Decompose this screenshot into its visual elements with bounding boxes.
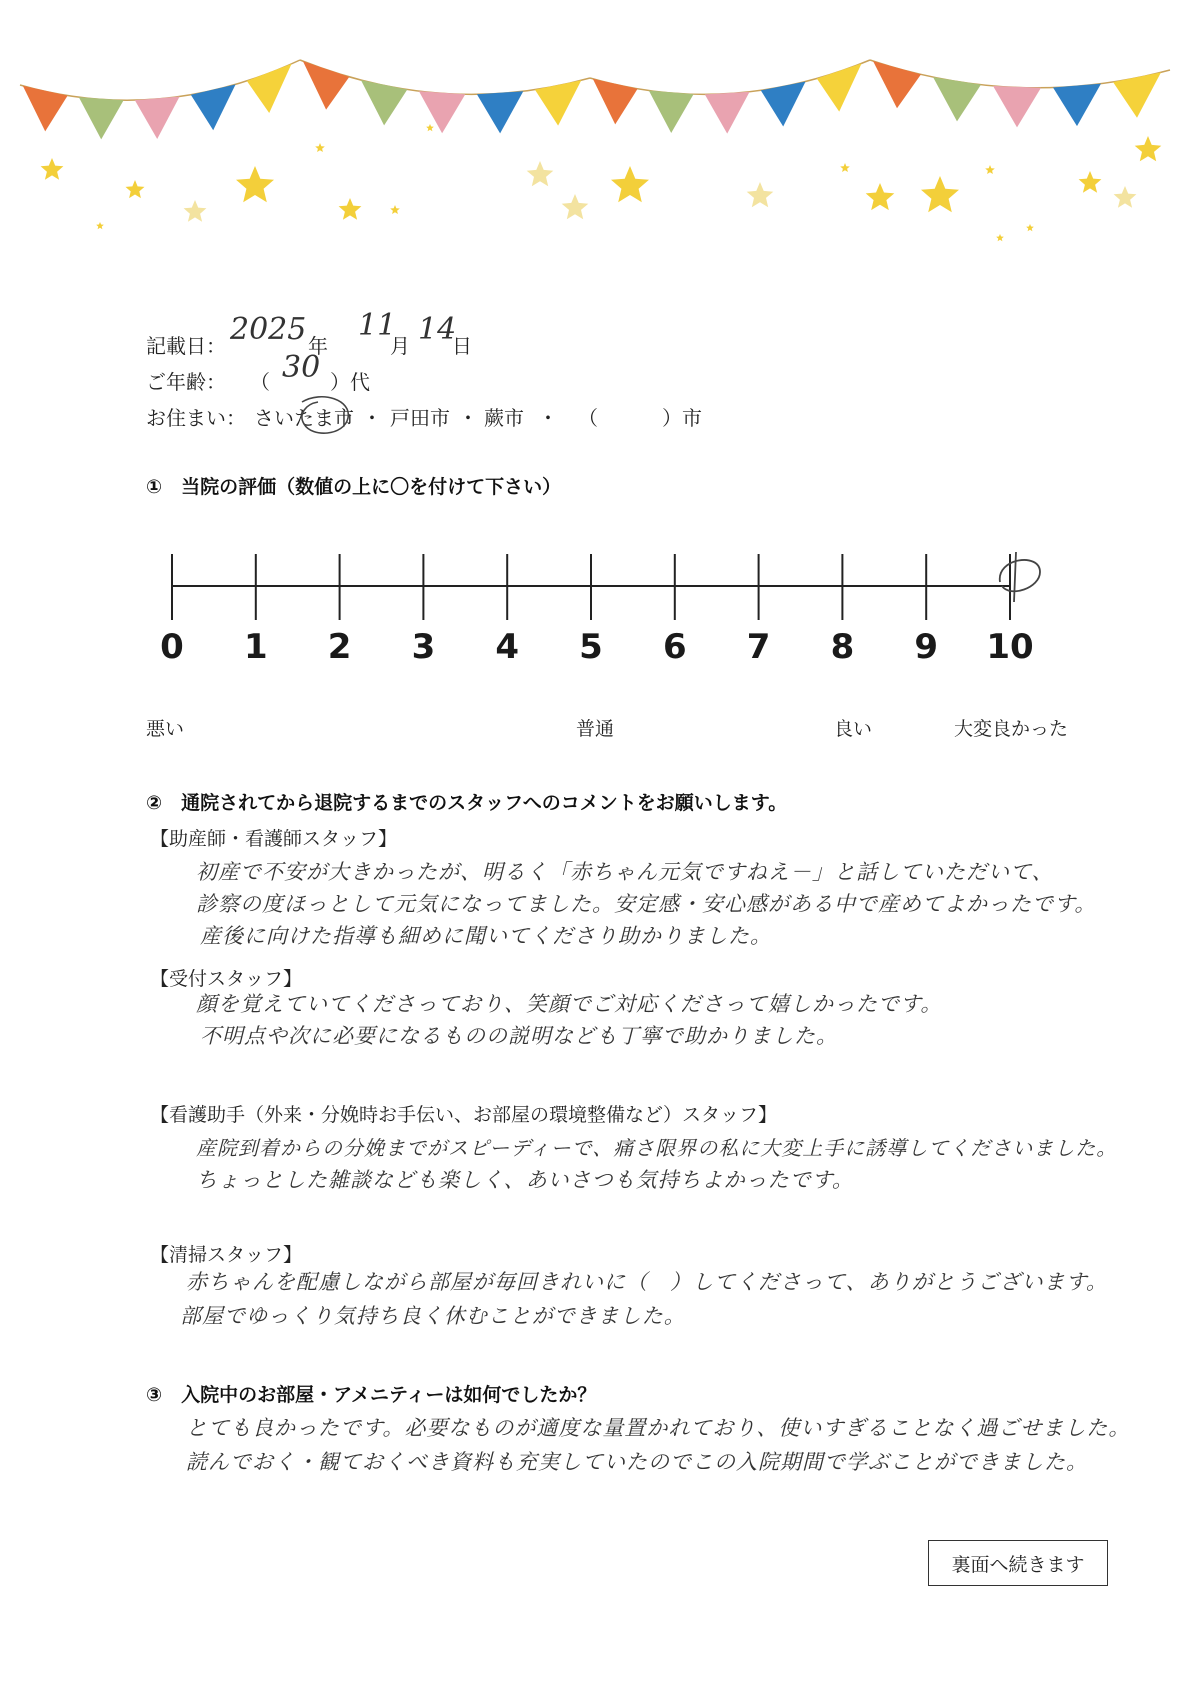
star-icon xyxy=(1135,136,1162,161)
bunting-flag xyxy=(303,61,349,109)
star-icon xyxy=(996,234,1004,241)
star-icon xyxy=(921,176,959,212)
scale-tick-label: 8 xyxy=(830,627,855,667)
bunting-flag xyxy=(873,61,921,108)
scale-tick-label: 0 xyxy=(160,627,184,667)
star-icon xyxy=(866,183,895,210)
age-open-paren: （ xyxy=(250,370,270,394)
continue-on-back-box xyxy=(928,1540,1108,1586)
amenities-comment-line: とても良かったです。必要なものが適度な量置かれており、使いすぎることなく過ごせました。 xyxy=(186,1416,1131,1440)
midwife-comment-line: 診察の度ほっとして元気になってました。安定感・安心感がある中で産めてよかったです。 xyxy=(196,892,1097,916)
star-icon xyxy=(426,124,434,131)
star-icon xyxy=(1079,171,1102,193)
star-icon xyxy=(315,143,325,152)
bunting-flags xyxy=(20,60,1170,139)
bunting-flag xyxy=(761,81,806,126)
continue-on-back-label: 裏面へ続きます xyxy=(951,1553,1085,1576)
star-icon xyxy=(96,222,104,229)
staff-comments-title: ② 通院されてから退院するまでのスタッフへのコメントをお願いします。 xyxy=(146,792,788,814)
day-unit: 日 xyxy=(452,334,472,358)
star-icon xyxy=(611,166,649,202)
rating-section-title: ① 当院の評価（数値の上に〇を付けて下さい） xyxy=(146,476,562,498)
amenities-title: ③ 入院中のお部屋・アメニティーは如何でしたか？ xyxy=(146,1384,597,1406)
scale-label-very-good: 大変良かった xyxy=(954,718,1069,740)
residence-selected-circle xyxy=(292,392,356,442)
residence-other-close: ）市 xyxy=(662,406,702,430)
star-icon xyxy=(840,163,850,172)
residence-sep-2: ・ xyxy=(458,406,478,430)
bunting-flag xyxy=(79,97,124,139)
reception-comment-line: 不明点や次に必要になるものの説明なども丁寧で助かりました。 xyxy=(200,1024,838,1048)
residence-label: お住まい： xyxy=(146,406,246,430)
scale-tick-label: 4 xyxy=(495,627,520,667)
star-icon xyxy=(747,182,774,207)
star-icon xyxy=(236,166,274,202)
midwife-comment-line: 産後に向けた指導も細めに聞いてくださり助かりました。 xyxy=(200,924,772,948)
age-value: 30 xyxy=(282,350,321,385)
residence-option-toda: 戸田市 xyxy=(390,406,450,430)
bunting-flag xyxy=(361,80,407,125)
residence-option-warabi: 蕨市 xyxy=(484,406,524,430)
star-icon xyxy=(126,180,145,198)
scale-tick-label: 10 xyxy=(986,627,1034,667)
bunting-flag xyxy=(933,77,981,121)
selected-rating-circle xyxy=(1000,552,1040,602)
date-label: 記載日： xyxy=(146,334,226,358)
cleaning-comment-line: 部屋でゆっくり気持ち良く休むことができました。 xyxy=(180,1304,686,1328)
bunting-flag xyxy=(135,96,180,139)
bunting-decoration xyxy=(0,0,1191,260)
scale-tick-label: 5 xyxy=(579,627,603,667)
scale-tick-label: 2 xyxy=(327,627,352,667)
reception-heading: 【受付スタッフ】 xyxy=(150,968,303,990)
date-day-value: 14 xyxy=(418,312,457,347)
decorative-stars xyxy=(41,124,1162,241)
bunting-flag xyxy=(191,84,236,130)
cleaning-comment-line: 赤ちゃんを配慮しながら部屋が毎回きれいに（ ）してくださって、ありがとうございます。 xyxy=(186,1270,1108,1294)
star-icon xyxy=(1114,186,1137,208)
date-month-value: 11 xyxy=(358,308,397,343)
age-close-paren: ）代 xyxy=(330,370,370,394)
bunting-flag xyxy=(477,91,523,133)
midwife-comment-line: 初産で不安が大きかったが、明るく「赤ちゃん元気ですねえ－」と話していただいて、 xyxy=(196,860,1054,884)
scale-tick-label: 6 xyxy=(662,627,687,667)
month-unit: 月 xyxy=(390,334,410,358)
year-unit: 年 xyxy=(308,334,328,358)
bunting-flag xyxy=(817,63,862,111)
residence-other-open: （ xyxy=(578,406,598,430)
residence-option-saitama: さいたま市 xyxy=(254,406,354,430)
bunting-flag xyxy=(23,86,68,132)
star-icon xyxy=(339,198,362,220)
scale-label-good: 良い xyxy=(834,718,873,740)
scale-tick-label: 1 xyxy=(243,627,268,667)
bunting-flag xyxy=(993,86,1041,128)
reception-comment-line: 顔を覚えていてくださっており、笑顔でご対応くださって嬉しかったです。 xyxy=(196,992,943,1016)
amenities-comment-line: 読んでおく・観ておくべき資料も充実していたのでこの入院期間で学ぶことができました。 xyxy=(186,1450,1088,1474)
bunting-flag xyxy=(419,91,465,133)
star-icon xyxy=(562,194,589,219)
scale-tick-label: 9 xyxy=(914,627,939,667)
date-year-value: 2025 xyxy=(230,312,307,347)
bunting-flag xyxy=(705,92,750,134)
star-icon xyxy=(527,161,554,186)
residence-sep-1: ・ xyxy=(362,406,382,430)
bunting-flag xyxy=(247,64,292,113)
bunting-flag xyxy=(1113,72,1161,117)
star-icon xyxy=(985,165,995,174)
scale-tick-label: 3 xyxy=(411,627,436,667)
bunting-flag xyxy=(1053,84,1101,127)
bunting-flag xyxy=(649,90,694,132)
residence-sep-3: ・ xyxy=(538,406,558,430)
scale-label-normal: 普通 xyxy=(576,718,615,740)
age-label: ご年齢： xyxy=(146,370,226,394)
star-icon xyxy=(41,158,64,180)
star-icon xyxy=(390,205,400,214)
bunting-flag xyxy=(593,79,638,125)
nursing-assistant-comment-line: ちょっとした雑談なども楽しく、あいさつも気持ちよかったです。 xyxy=(196,1168,854,1192)
star-icon xyxy=(1026,224,1034,231)
nursing-assistant-heading: 【看護助手（外来・分娩時お手伝い、お部屋の環境整備など）スタッフ】 xyxy=(150,1104,778,1126)
star-icon xyxy=(184,200,207,222)
nursing-assistant-comment-line: 産院到着からの分娩までがスピーディーで、痛さ限界の私に大変上手に誘導してくださいました。 xyxy=(196,1136,1118,1160)
rating-scale xyxy=(150,540,1050,670)
scale-label-bad: 悪い xyxy=(146,718,185,740)
cleaning-heading: 【清掃スタッフ】 xyxy=(150,1244,303,1266)
bunting-flag xyxy=(535,80,581,125)
scale-tick-label: 7 xyxy=(746,627,771,667)
midwife-nurse-heading: 【助産師・看護師スタッフ】 xyxy=(150,828,398,850)
